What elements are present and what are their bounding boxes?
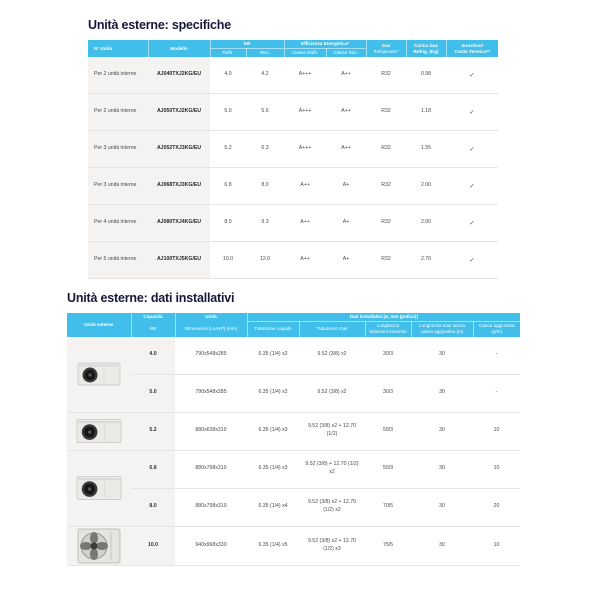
section-title-dati-installativi: Unità esterne: dati installativi: [67, 291, 235, 305]
cell-tubazione-gas: 9.52 (3/8) + 12.70 (1/2) x2: [299, 450, 365, 488]
cell-capacita: 6.8: [131, 450, 175, 488]
cell-carica-aggiuntiva: -: [473, 337, 520, 375]
checkmark-icon: ✓: [446, 168, 498, 205]
cell-gas: R32: [366, 168, 406, 205]
col-header-gas: [366, 40, 406, 57]
col-header-kw-raffr: Raffr.: [210, 49, 246, 58]
cell-carica: 1.55: [406, 131, 446, 168]
cell-modello: AJ068TXJ3KG/EU: [148, 168, 210, 205]
cell-carica-aggiuntiva: -: [473, 374, 520, 412]
cell-classe-raffr: A++: [284, 242, 326, 279]
cell-lunghezza-max: 30: [411, 337, 473, 375]
col-header-capacita: Capacità: [131, 313, 175, 322]
cell-kw-risc: 9.3: [246, 205, 284, 242]
col-header-incentivo: [446, 40, 498, 57]
cell-kw-risc: 5.6: [246, 94, 284, 131]
cell-gas: R32: [366, 57, 406, 94]
gas-sublabel: Refrigerante*: [373, 48, 399, 54]
cell-gas: R32: [366, 94, 406, 131]
cell-kw-risc: 4.2: [246, 57, 284, 94]
cell-lunghezza: 30/3: [365, 337, 411, 375]
cell-tubazione-gas: 9.52 (3/8) x2: [299, 337, 365, 375]
checkmark-icon: ✓: [446, 205, 498, 242]
cell-classe-risc: A+: [326, 168, 366, 205]
cell-lunghezza-max: 30: [411, 488, 473, 526]
cell-lunghezza: 50/3: [365, 412, 411, 450]
cell-carica: 2.00: [406, 205, 446, 242]
cell-tubazione-liquido: 6.35 (1/4) x2: [247, 374, 299, 412]
table-row: [67, 526, 520, 565]
incentivo-label-1: Incentivo/: [461, 42, 483, 48]
cell-lunghezza-max: 30: [411, 412, 473, 450]
section-title-specifiche: Unità esterne: specifiche: [88, 18, 231, 32]
install-table: [67, 313, 520, 566]
cell-tubazione-gas: 9.52 (3/8) x2 + 12.70 (1/2) x3: [299, 526, 365, 565]
cell-carica-aggiuntiva: 10: [473, 450, 520, 488]
cell-tubazione-liquido: 6.35 (1/4) x3: [247, 412, 299, 450]
col-header-dati-installativi: Dati installativi [ø, mm (pollici)]: [247, 313, 520, 322]
cell-gas: R32: [366, 242, 406, 279]
cell-tubazione-liquido: 6.35 (1/4) x3: [247, 450, 299, 488]
cell-kw-raffr: 10.0: [210, 242, 246, 279]
cell-lunghezza: 70/5: [365, 488, 411, 526]
table-row: [88, 57, 498, 94]
checkmark-icon: ✓: [446, 57, 498, 94]
cell-classe-risc: A++: [326, 57, 366, 94]
cell-classe-raffr: A++: [284, 205, 326, 242]
cell-n-unita: Per 2 unità interne: [88, 57, 148, 94]
table-row: [88, 168, 498, 205]
cell-carica: 0.98: [406, 57, 446, 94]
cell-carica: 2.00: [406, 168, 446, 205]
carica-label-2: Refrig. (Kg): [413, 48, 439, 54]
cell-carica: 2.70: [406, 242, 446, 279]
gas-label: Gas: [381, 42, 391, 48]
outdoor-unit-icon: [76, 417, 122, 445]
col-header-unita-esterne: Unità esterne: [67, 313, 131, 337]
cell-lunghezza-max: 30: [411, 450, 473, 488]
cell-lunghezza-max: 30: [411, 374, 473, 412]
col-header-modello: Modello: [148, 40, 210, 57]
outdoor-unit-icon: [76, 473, 122, 503]
cell-n-unita: Per 3 unità interne: [88, 168, 148, 205]
cell-carica-aggiuntiva: 10: [473, 526, 520, 565]
cell-tubazione-liquido: 6.35 (1/4) x5: [247, 526, 299, 565]
cell-tubazione-gas: 9.52 (3/8) x2 + 12.70 (1/2): [299, 412, 365, 450]
table-row: [88, 94, 498, 131]
cell-kw-raffr: 6.8: [210, 168, 246, 205]
col-header-classe-risc: Classe Risc.: [326, 49, 366, 58]
col-header-n-unita: N° Unità: [88, 40, 148, 57]
section-dati-installativi: [67, 291, 520, 566]
cell-dimensioni: 880x798x310: [175, 488, 247, 526]
incentivo-label-2: Conto Termico**: [454, 48, 491, 54]
cell-n-unita: Per 2 unità interne: [88, 94, 148, 131]
cell-dimensioni: 940x998x330: [175, 526, 247, 565]
col-header-kw: kW: [131, 322, 175, 337]
cell-capacita: 8.0: [131, 488, 175, 526]
cell-tubazione-gas: 9.52 (3/8) x2 + 12.70 (1/2) x2: [299, 488, 365, 526]
cell-capacita: 5.0: [131, 374, 175, 412]
cell-modello: AJ080TXJ4KG/EU: [148, 205, 210, 242]
col-header-kw-risc: Risc.: [246, 49, 284, 58]
col-header-classe-raffr: Classe Raffr.: [284, 49, 326, 58]
outdoor-unit-image: [67, 337, 131, 413]
table-row: [67, 374, 520, 412]
table-row: [88, 242, 498, 279]
col-header-carica-gas: [406, 40, 446, 57]
cell-classe-raffr: A+++: [284, 94, 326, 131]
table-row: [67, 488, 520, 526]
outdoor-unit-image: [67, 412, 131, 450]
col-header-tubazione-gas: Tubazione Gas: [299, 322, 365, 337]
checkmark-icon: ✓: [446, 242, 498, 279]
cell-n-unita: Per 4 unità interne: [88, 205, 148, 242]
cell-tubazione-liquido: 6.35 (1/4) x2: [247, 337, 299, 375]
col-header-unita: Unità: [175, 313, 247, 322]
cell-modello: AJ100TXJ5KG/EU: [148, 242, 210, 279]
section-specifiche: [88, 18, 498, 279]
cell-carica: 1.18: [406, 94, 446, 131]
col-header-tubazione-liquido: Tubazione Liquido: [247, 322, 299, 337]
table-row: [67, 337, 520, 375]
cell-gas: R32: [366, 205, 406, 242]
cell-tubazione-gas: 9.52 (3/8) x2: [299, 374, 365, 412]
table-row: [88, 131, 498, 168]
checkmark-icon: ✓: [446, 131, 498, 168]
cell-modello: AJ050TXJ2KG/EU: [148, 94, 210, 131]
cell-lunghezza: 75/5: [365, 526, 411, 565]
table-row: [88, 205, 498, 242]
cell-gas: R32: [366, 131, 406, 168]
cell-modello: AJ052TXJ3KG/EU: [148, 131, 210, 168]
cell-kw-raffr: 5.2: [210, 131, 246, 168]
cell-n-unita: Per 5 unità interne: [88, 242, 148, 279]
cell-kw-raffr: 8.0: [210, 205, 246, 242]
cell-tubazione-liquido: 6.35 (1/4) x4: [247, 488, 299, 526]
cell-lunghezza: 50/3: [365, 450, 411, 488]
cell-classe-risc: A+: [326, 242, 366, 279]
cell-kw-raffr: 5.0: [210, 94, 246, 131]
table-row: [67, 412, 520, 450]
col-header-efficienza: Efficienza Energetica*: [284, 40, 366, 49]
col-header-lunghezza-tubazioni: Lunghezza tubazioni max/min: [365, 322, 411, 337]
outdoor-unit-image: [67, 450, 131, 526]
cell-modello: AJ040TXJ2KG/EU: [148, 57, 210, 94]
cell-dimensioni: 880x638x310: [175, 412, 247, 450]
cell-lunghezza: 30/3: [365, 374, 411, 412]
cell-dimensioni: 880x798x310: [175, 450, 247, 488]
cell-kw-raffr: 4.0: [210, 57, 246, 94]
cell-lunghezza-max: 30: [411, 526, 473, 565]
cell-classe-risc: A++: [326, 94, 366, 131]
cell-classe-risc: A++: [326, 131, 366, 168]
cell-capacita: 5.2: [131, 412, 175, 450]
specs-table: [88, 40, 498, 279]
cell-kw-risc: 12.0: [246, 242, 284, 279]
cell-capacita: 10.0: [131, 526, 175, 565]
col-header-carica-aggiuntiva: Carica aggiuntiva (g/m): [473, 322, 520, 337]
cell-carica-aggiuntiva: 20: [473, 488, 520, 526]
table-row: [67, 450, 520, 488]
cell-classe-raffr: A++: [284, 168, 326, 205]
col-header-lunghezza-max: Lunghezza max senza carica aggiuntiva (m): [411, 322, 473, 337]
carica-label-1: Carica Gas: [414, 42, 439, 48]
cell-capacita: 4.0: [131, 337, 175, 375]
outdoor-unit-icon: [77, 361, 121, 387]
col-header-kw: kW: [210, 40, 284, 49]
cell-dimensioni: 790x548x285: [175, 337, 247, 375]
cell-carica-aggiuntiva: 10: [473, 412, 520, 450]
cell-kw-risc: 8.0: [246, 168, 284, 205]
col-header-dimensioni: Dimensioni (LxAxP) (mm): [175, 322, 247, 337]
cell-n-unita: Per 3 unità interne: [88, 131, 148, 168]
cell-classe-risc: A+: [326, 205, 366, 242]
cell-classe-raffr: A+++: [284, 131, 326, 168]
cell-kw-risc: 6.3: [246, 131, 284, 168]
outdoor-unit-image: [67, 526, 131, 565]
checkmark-icon: ✓: [446, 94, 498, 131]
cell-classe-raffr: A+++: [284, 57, 326, 94]
outdoor-unit-fan-icon: [77, 528, 121, 564]
cell-dimensioni: 790x548x285: [175, 374, 247, 412]
